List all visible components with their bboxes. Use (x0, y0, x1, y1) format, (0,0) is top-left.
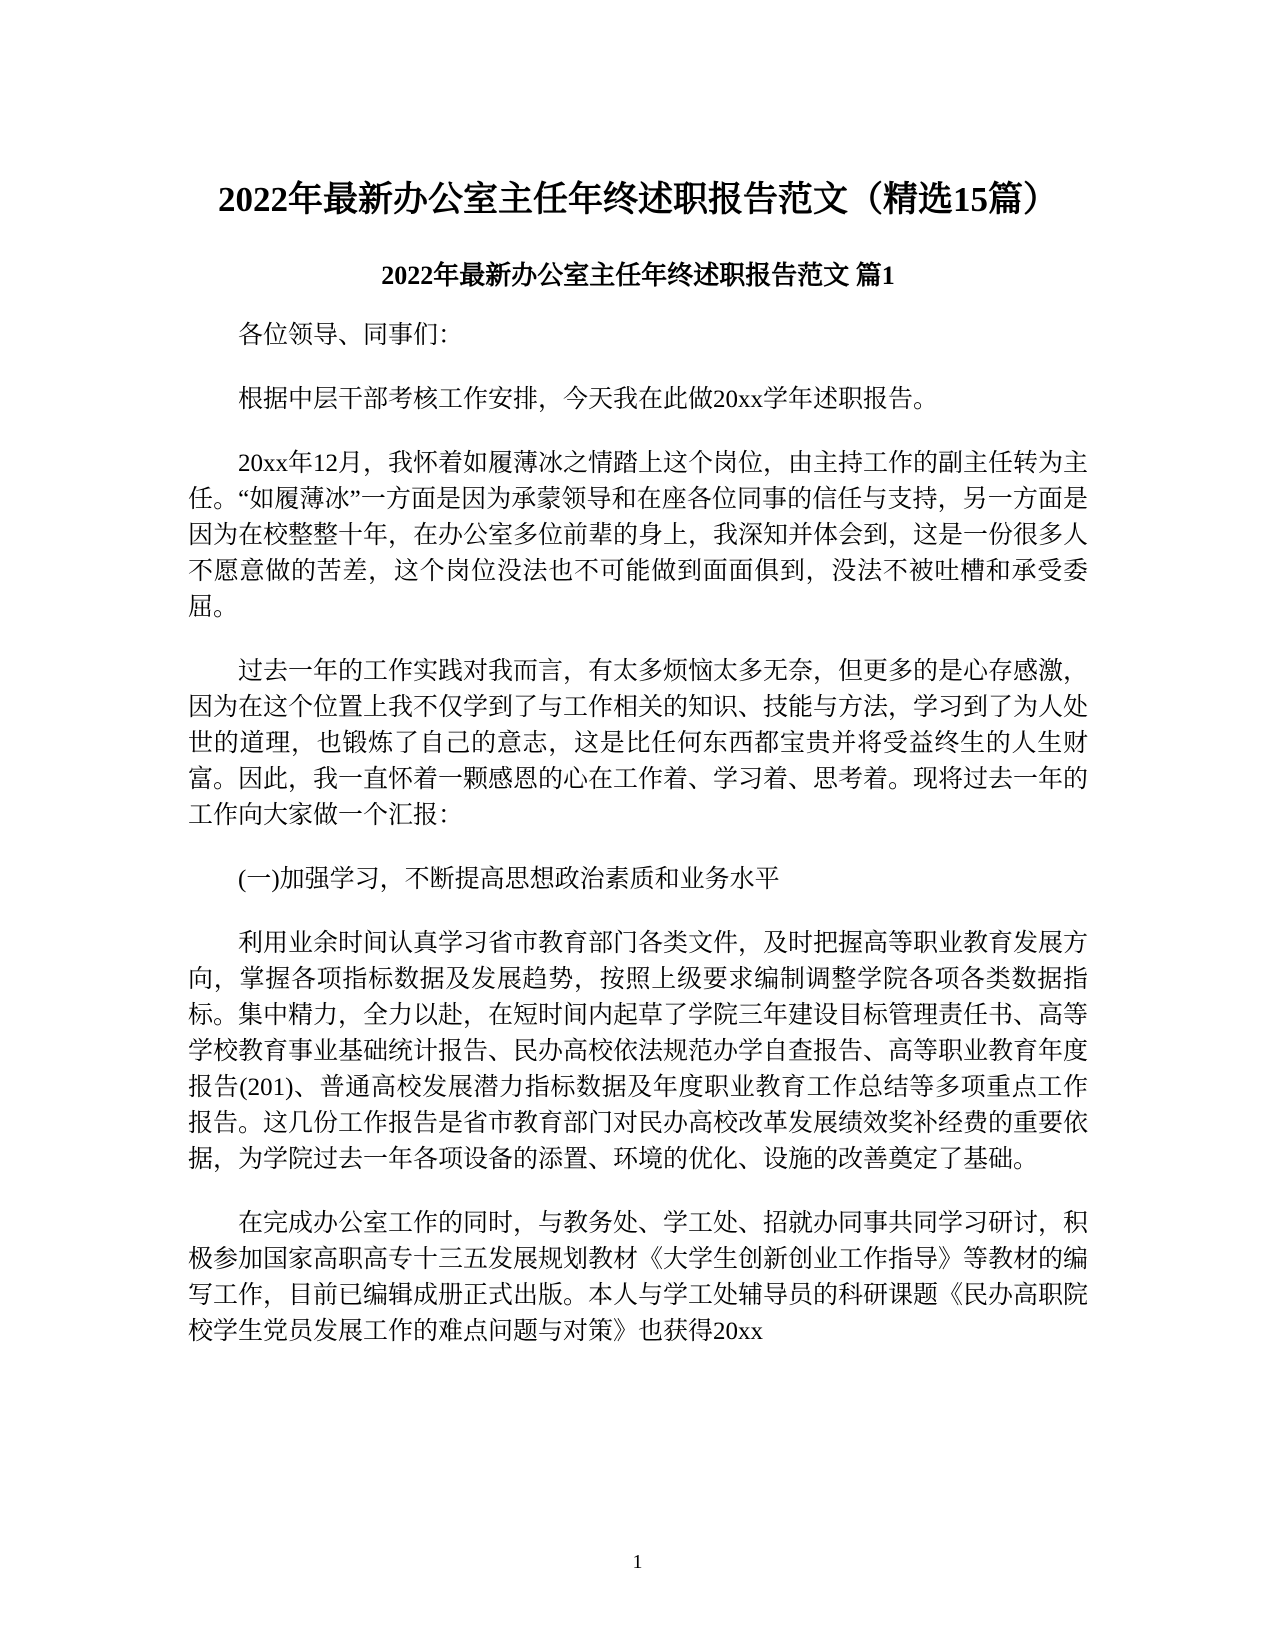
paragraph-reflection: 过去一年的工作实践对我而言，有太多烦恼太多无奈，但更多的是心存感激，因为在这个位置上我不仅学到了与工作相关的知识、技能与方法，学习到了为人处世的道理，也锻炼了自己的意志，这是比任何东西都宝贵并将受益终生的人生财富。因此，我一直怀着一颗感恩的心在工作着、学习着、思考着。现将过去一年的工作向大家做一个汇报： (188, 658, 1089, 829)
document-title: 2022年最新办公室主任年终述职报告范文（精选15篇） (217, 180, 1058, 219)
paragraph-study-details: 利用业余时间认真学习省市教育部门各类文件，及时把握高等职业教育发展方向，掌握各项指标数据及发展趋势，按照上级要求编制调整学院各项各类数据指标。集中精力，全力以赴，在短时间内起草了学院三年建设目标管理责任书、高等学校教育事业基础统计报告、民办高校依法规范办学自查报告、高等职业教育年度报告(201)、普通高校发展潜力指标数据及年度职业教育工作总结等多项重点工作报告。这几份工作报告是省市教育部门对民办高校改革发展绩效奖补经费的重要依据，为学院过去一年各项设备的添置、环境的优化、设施的改善奠定了基础。 (188, 930, 1089, 1173)
paragraph-salutation: 各位领导、同事们： (238, 322, 464, 349)
document-content (188, 170, 1088, 1378)
section-title: 2022年最新办公室主任年终述职报告范文 篇1 (381, 261, 895, 290)
body-text (188, 318, 1088, 1350)
paragraph-appointment: 20xx年12月，我怀着如履薄冰之情踏上这个岗位，由主持工作的副主任转为主任。“如履薄冰”一方面是因为承蒙领导和在座各位同事的信任与支持，另一方面是因为在校整整十年，在办公室多位前辈的身上，我深知并体会到，这是一份很多人不愿意做的苦差，这个岗位没法也不可能做到面面俱到，没法不被吐槽和承受委屈。 (188, 450, 1089, 621)
paragraph-research: 在完成办公室工作的同时，与教务处、学工处、招就办同事共同学习研讨，积极参加国家高职高专十三五发展规划教材《大学生创新创业工作指导》等教材的编写工作，目前已编辑成册正式出版。本人与学工处辅导员的科研课题《民办高职院校学生党员发展工作的难点问题与对策》也获得20xx (188, 1210, 1089, 1345)
paragraph-intro: 根据中层干部考核工作安排，今天我在此做20xx学年述职报告。 (238, 386, 939, 413)
page-number: 1 (632, 1551, 643, 1573)
paragraph-heading-study: (一)加强学习，不断提高思想政治素质和业务水平 (238, 866, 780, 893)
